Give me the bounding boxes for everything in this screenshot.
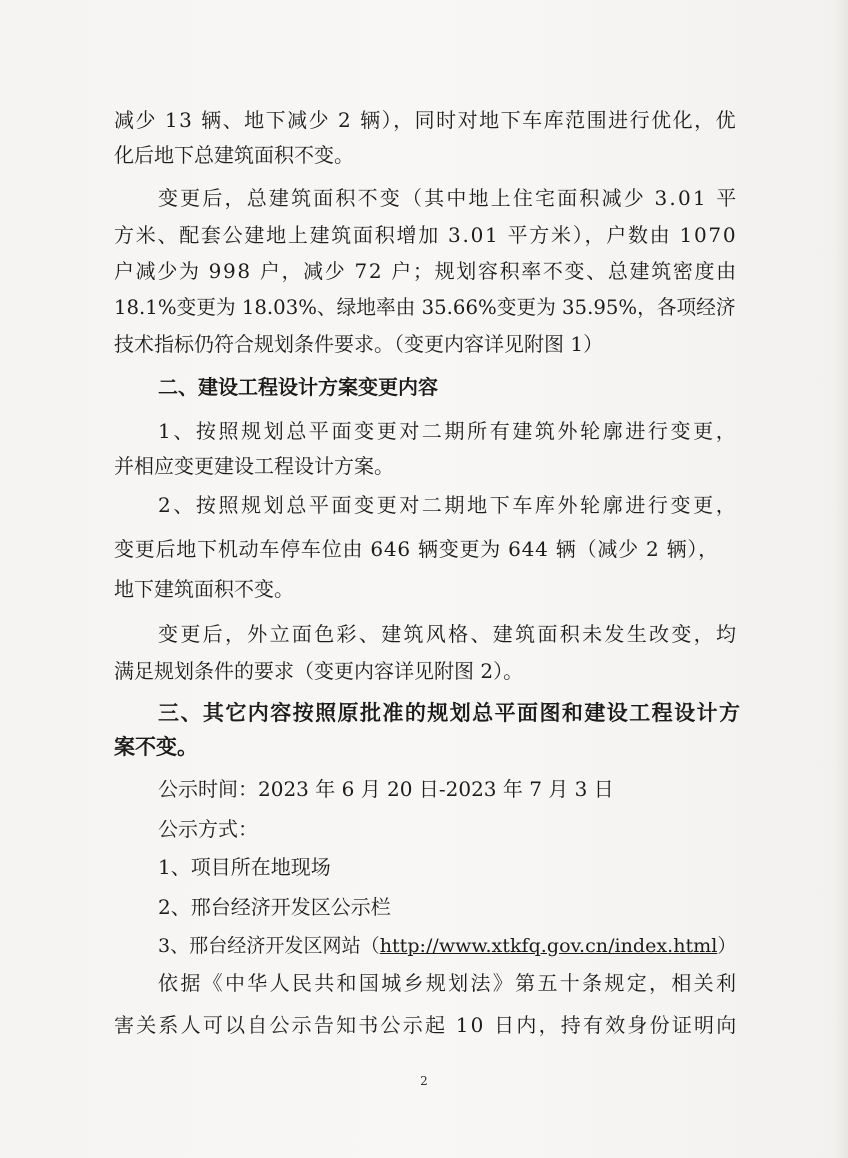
- text-line: [0, 657, 848, 685]
- publicity-method-item: [0, 931, 848, 960]
- text-line: [0, 417, 848, 445]
- text-line-content: 公示方式：: [158, 817, 258, 841]
- text-line-content: 公示时间：2023 年 6 月 20 日-2023 年 7 月 3 日: [158, 777, 614, 801]
- text-line-content: 化后地下总建筑面积不变。: [114, 143, 354, 167]
- text-line-content: 方米、配套公建地上建筑面积增加 3.01 平方米），户数由 1070: [114, 223, 738, 247]
- text-line: [0, 106, 848, 134]
- text-line-content: 满足规划条件的要求（变更内容详见附图 2）。: [114, 659, 524, 683]
- text-line: [0, 575, 848, 603]
- text-line: [0, 452, 848, 480]
- section-heading-3-cont: [0, 733, 848, 761]
- text-line: [0, 330, 848, 358]
- text-line-content: 减少 13 辆、地下减少 2 辆），同时对地下车库范围进行优化，优: [114, 108, 738, 132]
- text-line-content: 害关系人可以自公示告知书公示起 10 日内，持有效身份证明向: [114, 1013, 739, 1037]
- text-line-content: 依据《中华人民共和国城乡规划法》第五十条规定，相关利: [158, 971, 739, 995]
- website-label: 3、邢台经济开发区网站（: [158, 935, 380, 957]
- text-line-content: 2、按照规划总平面变更对二期地下车库外轮廓进行变更，: [158, 493, 739, 517]
- text-line-content: 变更后地下机动车停车位由 646 辆变更为 644 辆（减少 2 辆），: [114, 537, 719, 561]
- text-line-content: 变更后，总建筑面积不变（其中地上住宅面积减少 3.01 平: [158, 186, 739, 210]
- text-line-content: 1、项目所在地现场: [158, 855, 331, 879]
- text-line-content: 变更后，外立面色彩、建筑风格、建筑面积未发生改变，均: [158, 622, 739, 646]
- text-line: [0, 969, 848, 997]
- text-line-content: 1、按照规划总平面变更对二期所有建筑外轮廓进行变更，: [158, 419, 739, 443]
- text-line: [0, 221, 848, 249]
- text-line: [0, 184, 848, 212]
- publicity-period: [0, 775, 848, 803]
- section-heading-3: [0, 699, 848, 727]
- text-line-content: 地下建筑面积不变。: [114, 577, 294, 601]
- section-heading-text: 二、建设工程设计方案变更内容: [158, 375, 438, 399]
- text-line-content: 户减少为 998 户，减少 72 户；规划容积率不变、总建筑密度由: [114, 259, 738, 283]
- publicity-method-item: [0, 893, 848, 921]
- publicity-method-item: [0, 853, 848, 881]
- section-heading-2: [0, 373, 848, 401]
- website-link[interactable]: http://www.xtkfq.gov.cn/index.html: [379, 935, 718, 957]
- text-line: [0, 1011, 848, 1039]
- text-line: [0, 141, 848, 169]
- website-close-paren: ）: [717, 935, 737, 957]
- text-line: [0, 293, 848, 322]
- website-line: [158, 932, 736, 960]
- section-heading-text: 案不变。: [114, 735, 198, 759]
- text-line-content: 并相应变更建设工程设计方案。: [114, 454, 394, 478]
- text-line: [0, 535, 848, 563]
- text-line-content: 2、邢台经济开发区公示栏: [158, 895, 391, 919]
- section-heading-text: 三、其它内容按照原批准的规划总平面图和建设工程设计方: [158, 701, 742, 725]
- publicity-method-label: [0, 815, 848, 843]
- text-line-content: 技术指标仍符合规划条件要求。（变更内容详见附图 1）: [114, 332, 604, 356]
- text-line: [0, 491, 848, 519]
- text-line-content: 18.1%变更为 18.03%、绿地率由 35.66%变更为 35.95%，各项经济: [114, 296, 736, 319]
- text-line: [0, 620, 848, 648]
- text-line: [0, 257, 848, 285]
- page-number: 2: [420, 1074, 428, 1088]
